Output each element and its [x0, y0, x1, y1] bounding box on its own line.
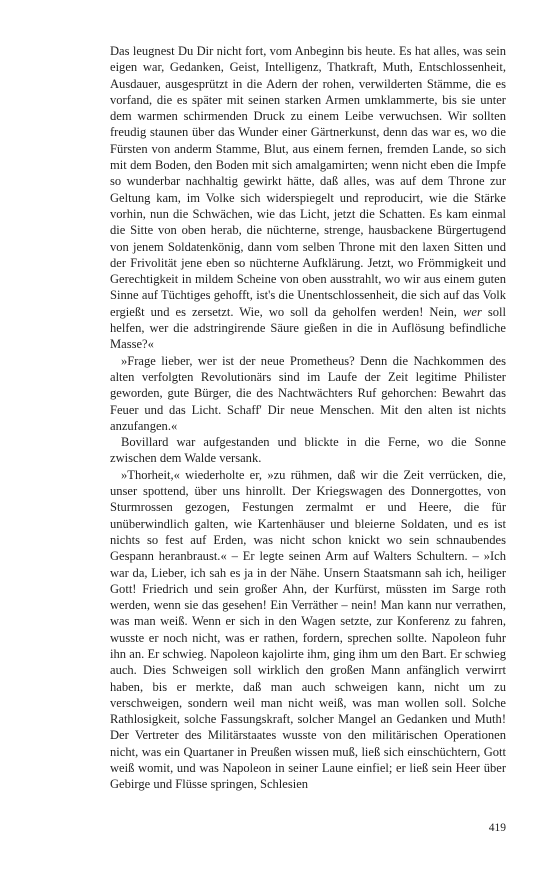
text-run: »Frage lieber, wer ist der neue Prometheus? Denn die Nachkommen des alten verfolgten Revolutionärs sind im Laufe der Zeit legitime Philister geworden, gute Bürger, die des Nachtwächters Ruf gehorchen: Bewahrt das Feuer und das Licht. Schaff' Dir neue Menschen. Mit den alten ist nichts anzufangen.« [110, 353, 506, 433]
italic-text-run: wer [463, 304, 482, 319]
text-run: »Thorheit,« wiederholte er, »zu rühmen, daß wir die Zeit verrücken, die, unser spottend, über uns hinrollt. Der Kriegswagen des Donnergottes, von Sturmrossen gezogen, Festungen zermalmt er und Heere, die für unüberwindlich galten, wie Kartenhäuser und bleierne Soldaten, und es ist nichts so fest auf Erden, was nicht schon knickt wo sein schnaubendes Gespann heranbraust.« – Er legte seinen Arm auf Walters Schultern. – »Ich war da, Lieber, ich sah es ja in der Nähe. Unsern Staatsmann sah ich, heiliger Gott! Friedrich und sein großer Ahn, der Kurfürst, müssten im Sarge roth werden, wenn sie das gesehen! Ein Verräther – nein! Man kann nur verrathen, was man weiß. Wenn er sich in den Wagen setzte, zur Konferenz zu fahren, wusste er noch nicht, was er rathen, fordern, sprechen sollte. Napoleon fuhr ihn an. Er schwieg. Napoleon kajolirte ihm, ging ihm um den Bart. Er schwieg auch. Dies Schweigen soll wirklich den großen Mann anfänglich verwirrt haben, bis er merkte, daß man auch schweigen kann, nicht um zu verschweigen, sondern weil man nicht weiß, was man wollen soll. Solche Rathlosigkeit, solche Fassungskraft, solcher Mangel an Gedanken und Muth! Der Vertreter des Militärstaates wusste von den militärischen Operationen nicht, was ein Quartaner in Preußen wissen muß, ließ sich einschüchtern, Gott weiß womit, und was Napoleon in seiner Laune einfiel; er ließ sein Heer über Gebirge und Flüsse springen, Schlesien [110, 467, 506, 792]
text-run: soll helfen, wer die adstringirende Säure gießen in die in Auflösung befindliche Masse?« [110, 304, 507, 352]
page-number: 419 [488, 822, 506, 834]
paragraph-1 [110, 43, 506, 353]
paragraph-3 [110, 434, 506, 467]
paragraph-2 [110, 353, 506, 434]
paragraph-4 [110, 467, 506, 793]
text-run: Bovillard war aufgestanden und blickte in die Ferne, wo die Sonne zwischen dem Walde versank. [110, 435, 506, 466]
page-body [110, 43, 506, 853]
body-text [110, 43, 506, 793]
text-run: Das leugnest Du Dir nicht fort, vom Anbeginn bis heute. Es hat alles, was sein eigen war, Gedanken, Geist, Intelligenz, Thatkraft, Muth, Entschlossenheit, Ausdauer, ausgesprützt in die Adern der rohen, verwilderten Stämme, die es vorfand, die es später mit seinen starken Armen umklammerte, bis sie unter dem warmen schirmenden Druck zu einem Leibe verwuchsen. Wir sollten freudig staunen über das Wunder einer Gärtnerkunst, denn das war es, wo die Fürsten von anderm Stamme, Blut, aus einem fernen, fremden Lande, so sich mit dem Boden, den Boden mit sich amalgamirten; wenn nicht eben die Impfe so wunderbar nachhaltig gewirkt hätte, daß alles, was auf dem Throne zur Geltung kam, im Volke sich widerspiegelt und reproducirt, wie die Stärke vorhin, nun die Schwächen, wie das Licht, jetzt die Schatten. Es kam einmal die Sitte von oben herab, die nüchterne, strenge, hausbackene Bürgertugend von jenem Soldatenkönig, dann vom selben Throne mit den laxen Sitten und der Frivolität jene eben so nüchterne Aufklärung. Jetzt, wo Frömmigkeit und Gerechtigkeit in mildem Scheine von oben ausstrahlt, wo wir aus einem guten Sinne auf Tüchtiges gehofft, ist's die Unentschlossenheit, die sich auf das Volk ergießt und es zersetzt. Wie, wo soll da geholfen werden! Nein, [110, 44, 506, 319]
